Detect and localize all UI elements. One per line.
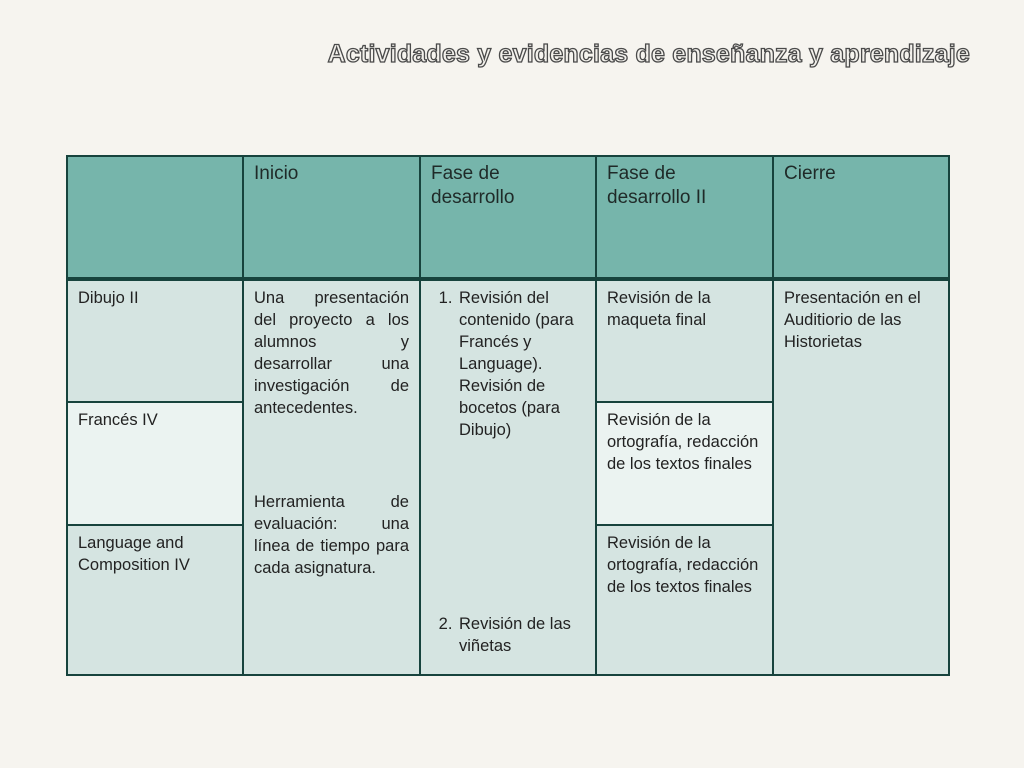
desarrollo2-dibujo: Revisión de la maqueta final xyxy=(596,279,773,402)
desarrollo-item-2-text: Revisión de las viñetas xyxy=(459,615,571,655)
header-inicio: Inicio xyxy=(243,156,420,279)
desarrollo-item-1-text: Revisión del contenido (para Francés y Language). Revisión de bocetos (para Dibujo) xyxy=(459,289,574,439)
inicio-text-2: Herramienta de evaluación: una línea de tiempo para cada asignatura. xyxy=(254,493,409,577)
header-row xyxy=(67,156,949,279)
subject-dibujo: Dibujo II xyxy=(67,279,243,402)
subject-frances: Francés IV xyxy=(67,402,243,525)
inicio-text-1: Una presentación del proyecto a los alumnos y desarrollar una investigación de antecedentes. xyxy=(254,289,409,417)
header-cierre: Cierre xyxy=(773,156,949,279)
subject-language: Language and Composition IV xyxy=(67,525,243,675)
desarrollo2-frances: Revisión de la ortografía, redacción de los textos finales xyxy=(596,402,773,525)
header-cell-empty xyxy=(67,156,243,279)
activities-table xyxy=(66,155,950,676)
desarrollo-item-1 xyxy=(457,287,585,441)
desarrollo-item-2 xyxy=(457,613,585,657)
desarrollo2-language: Revisión de la ortografía, redacción de los textos finales xyxy=(596,525,773,675)
desarrollo-cell xyxy=(420,279,596,675)
inicio-cell xyxy=(243,279,420,675)
header-fase-desarrollo: Fase de desarrollo xyxy=(420,156,596,279)
cierre-cell: Presentación en el Auditiorio de las Historietas xyxy=(773,279,949,675)
desarrollo-list xyxy=(431,287,585,657)
header-fase-desarrollo-ii: Fase de desarrollo II xyxy=(596,156,773,279)
page-title: Actividades y evidencias de enseñanza y aprendizaje xyxy=(327,40,970,68)
table-row xyxy=(67,279,949,402)
